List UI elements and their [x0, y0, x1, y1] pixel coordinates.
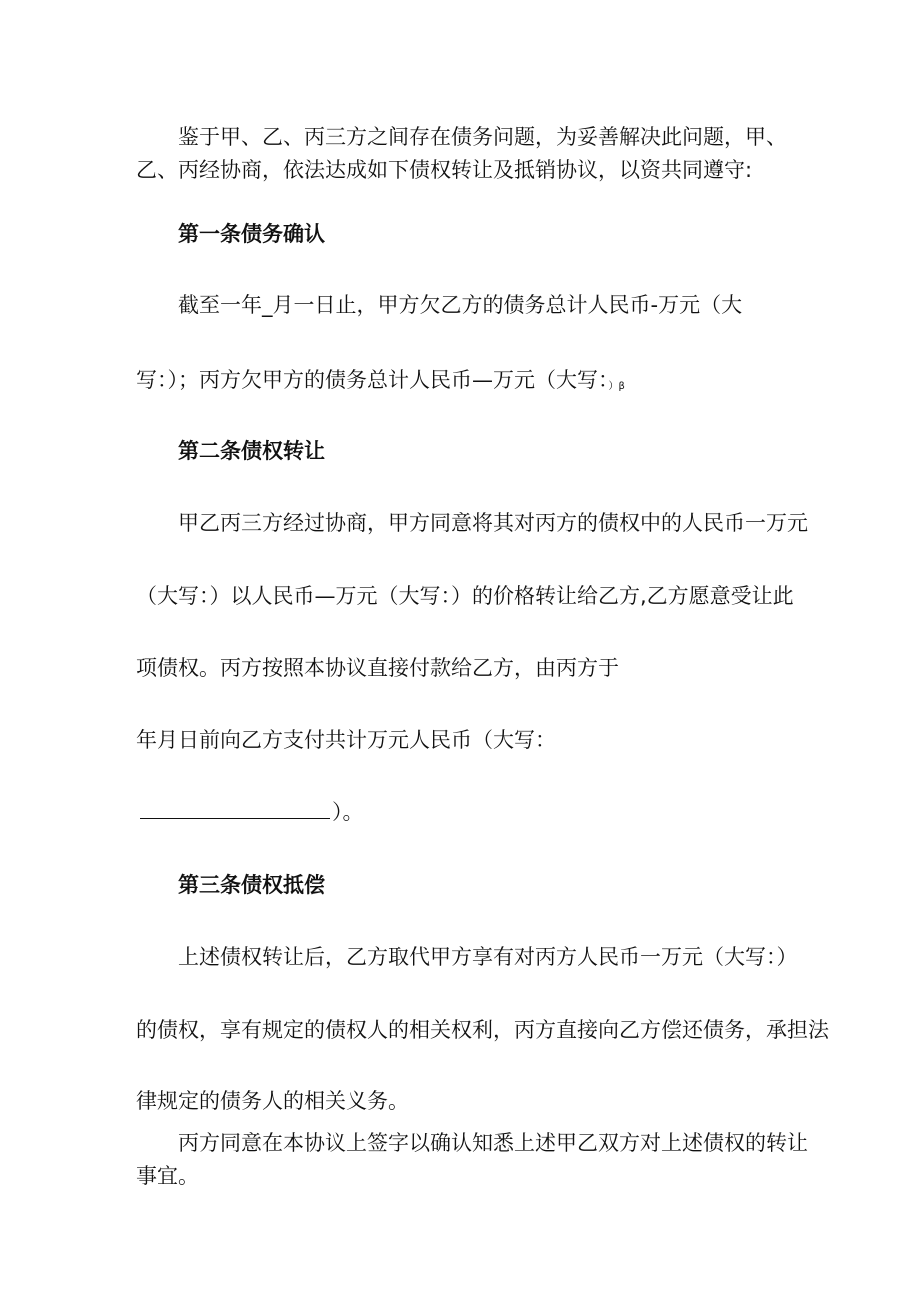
article-1-line-2-text: 写：）；丙方欠甲方的债务总计人民币—万元（大写： [136, 368, 609, 392]
article-2-line-5 [140, 798, 364, 826]
article-3-line-4: 丙方同意在本协议上签字以确认知悉上述甲乙双方对上述债权的转让 [178, 1131, 808, 1155]
intro-line-1: 鉴于甲、乙、丙三方之间存在债务问题，为妥善解决此问题，甲、 [178, 125, 787, 149]
article-3-line-2: 的债权，享有规定的债权人的相关权利，丙方直接向乙方偿还债务，承担法 [136, 1018, 829, 1042]
article-2-heading: 第二条债权转让 [178, 439, 325, 463]
article-2-line-1: 甲乙丙三方经过协商，甲方同意将其对丙方的债权中的人民币一万元 [178, 511, 808, 535]
blank-underline [140, 798, 330, 819]
article-2-line-2: （大写：）以人民币—万元（大写：）的价格转让给乙方,乙方愿意受让此 [136, 584, 794, 608]
article-3-line-1: 上述债权转让后，乙方取代甲方享有对丙方人民币一万元（大写：） [178, 945, 798, 969]
article-2-line-4: 年月日前向乙方支付共计万元人民币（大写： [136, 728, 556, 752]
article-1-line-1: 截至一年_月一日止，甲方欠乙方的债务总计人民币-万元（大 [178, 293, 743, 317]
article-1-heading: 第一条债务确认 [178, 222, 325, 246]
article-2-line-3: 项债权。丙方按照本协议直接付款给乙方，由丙方于 [136, 656, 619, 680]
article-1-line-2 [136, 366, 625, 401]
intro-line-2: 乙、丙经协商，依法达成如下债权转让及抵销协议，以资共同遵守: [136, 158, 753, 182]
article-3-line-3: 律规定的债务人的相关义务。 [136, 1089, 409, 1113]
article-3-line-5: 事宜。 [136, 1164, 199, 1188]
article-3-heading: 第三条债权抵偿 [178, 873, 325, 897]
article-2-line-5-end: ）。 [332, 800, 364, 824]
article-1-line-2-mark: ）β [608, 381, 625, 392]
